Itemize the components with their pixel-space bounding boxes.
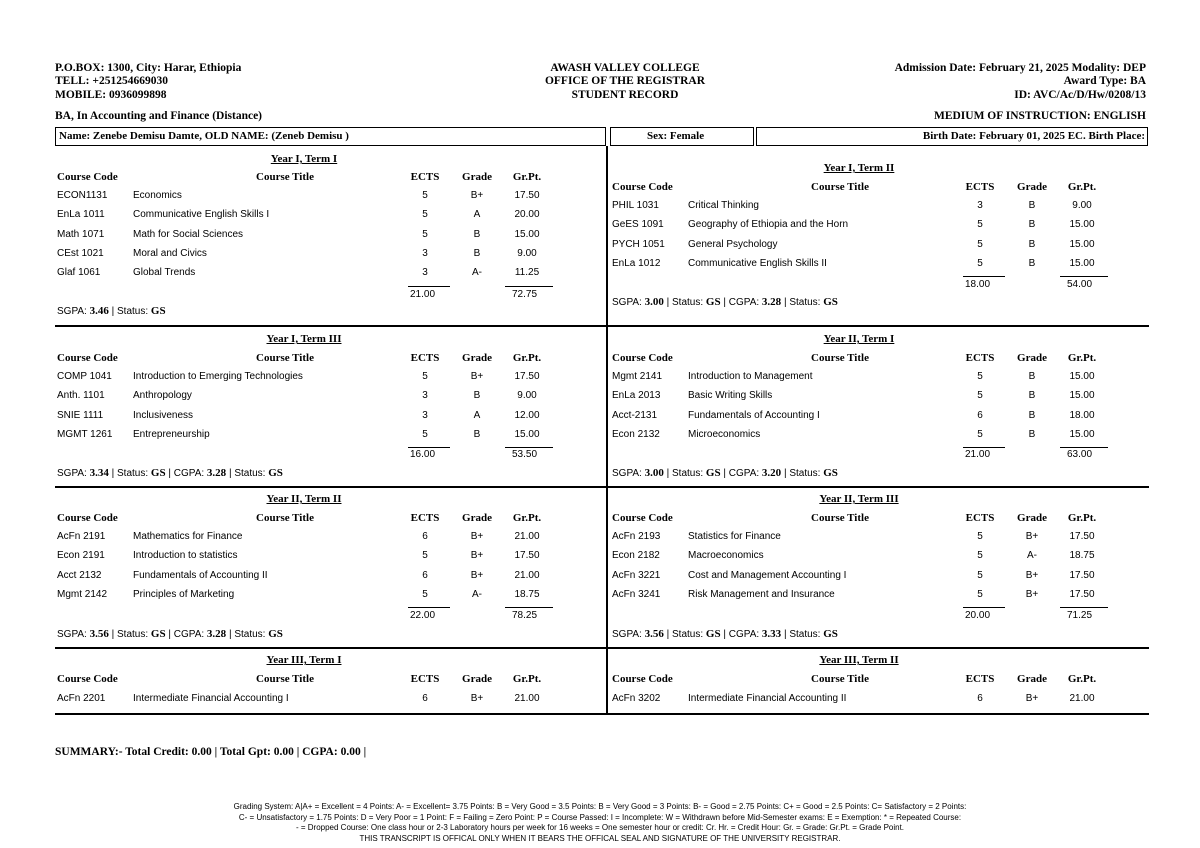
course-code: Econ 2191 [57, 550, 105, 562]
column-header-title: Course Title [256, 171, 314, 183]
term-title: Year I, Term II [823, 162, 895, 174]
course-grade: B [473, 228, 481, 240]
course-ects: 6 [977, 409, 983, 421]
course-title: Intermediate Financial Accounting I [133, 693, 289, 704]
course-title: Entrepreneurship [133, 428, 210, 440]
course-grade-points: 20.00 [514, 209, 540, 221]
course-code: Glaf 1061 [57, 267, 101, 279]
course-ects: 5 [977, 238, 983, 250]
course-code: COMP 1041 [57, 371, 112, 382]
ects-total: 18.00 [965, 279, 991, 290]
ects-total-rule [408, 607, 450, 608]
sgpa-value: 3.00 [644, 467, 664, 479]
course-title: Cost and Management Accounting I [688, 569, 847, 581]
course-title: Fundamentals of Accounting II [133, 569, 268, 581]
course-code: Acct-2131 [612, 409, 658, 421]
course-title: Economics [133, 190, 182, 201]
course-ects: 5 [977, 550, 983, 562]
course-ects: 3 [977, 200, 983, 211]
legend-line: C- = Unsatisfactory = 1.75 Points: D = Very Poor = 1 Point: F = Failing = Zero Point: P = Course Passed: I = Incomplete: W = Withdrawn before Mid-Semester exams: E = Exemption: * = Repeated Course: [238, 812, 962, 822]
column-header-title: Course Title [811, 352, 869, 364]
column-header-grpt: Gr.Pt. [512, 673, 542, 685]
ects-total-rule [408, 447, 450, 448]
column-header-title: Course Title [256, 673, 314, 685]
sgpa-value: 3.56 [644, 628, 664, 640]
grpt-total-rule [505, 286, 553, 287]
sgpa-value: 3.56 [89, 628, 109, 640]
column-header-grade: Grade [1017, 352, 1047, 364]
column-header-ects: ECTS [965, 512, 995, 524]
course-grade-points: 17.50 [1069, 531, 1095, 542]
summary-line: SUMMARY:- Total Credit: 0.00 | Total Gpt: 0.00 | CGPA: 0.00 | [55, 746, 367, 758]
course-grade: B+ [1025, 531, 1039, 542]
course-title: Macroeconomics [688, 550, 764, 562]
course-title: Fundamentals of Accounting I [688, 409, 820, 421]
course-grade: B+ [1025, 693, 1039, 704]
row-divider [55, 325, 1149, 327]
cgpa-status: GS [823, 296, 838, 308]
po-box-line: P.O.BOX: 1300, City: Harar, Ethiopia [55, 62, 242, 74]
course-code: Econ 2182 [612, 550, 660, 562]
term-title: Year III, Term I [266, 654, 342, 666]
course-code: Econ 2132 [612, 428, 660, 440]
course-code: GeES 1091 [612, 219, 664, 231]
column-header-code: Course Code [57, 673, 118, 685]
cgpa-status: GS [823, 628, 838, 640]
ects-total: 21.00 [965, 449, 991, 460]
sgpa-status: GS [705, 467, 721, 479]
course-ects: 5 [422, 209, 428, 221]
course-ects: 5 [977, 390, 983, 402]
course-code: Acct 2132 [57, 569, 102, 581]
ects-total-rule [963, 607, 1005, 608]
legend-line: THIS TRANSCRIPT IS OFFICAL ONLY WHEN IT BEARS THE OFFICAL SEAL AND SIGNATURE OF THE UNIVERSITY REGISTRAR. [359, 833, 841, 843]
grade-points-total: 54.00 [1067, 279, 1093, 290]
course-code: AcFn 2191 [57, 531, 106, 542]
course-grade: B [1028, 238, 1036, 250]
course-grade: B [1028, 409, 1036, 421]
grpt-total-rule [505, 607, 553, 608]
course-ects: 5 [977, 219, 983, 231]
term-title: Year II, Term II [266, 493, 342, 505]
course-grade-points: 17.50 [514, 371, 540, 382]
course-ects: 3 [422, 409, 428, 421]
gpa-status-line: SGPA: 3.00 | Status: GS | CGPA: 3.28 | Status: GS [612, 296, 838, 308]
course-code: PYCH 1051 [612, 238, 665, 250]
course-title: Intermediate Financial Accounting II [688, 693, 847, 704]
course-grade-points: 21.00 [514, 693, 540, 704]
course-code: Anth. 1101 [57, 390, 105, 402]
term-title: Year II, Term III [819, 493, 899, 505]
term-title: Year I, Term I [270, 153, 338, 165]
column-header-code: Course Code [612, 181, 673, 193]
term-title: Year I, Term III [266, 333, 342, 345]
course-grade-points: 15.00 [1069, 219, 1095, 231]
document-title: STUDENT RECORD [571, 88, 679, 101]
column-header-grpt: Gr.Pt. [512, 512, 542, 524]
course-ects: 5 [977, 588, 983, 600]
course-code: Mgmt 2141 [612, 371, 663, 382]
course-code: AcFn 3221 [612, 569, 661, 581]
course-title: Principles of Marketing [133, 588, 235, 600]
student-id-line: ID: AVC/Ac/D/Hw/0208/13 [1014, 88, 1146, 101]
grpt-total-rule [1060, 276, 1108, 277]
course-code: SNIE 1111 [57, 409, 104, 421]
course-grade-points: 17.50 [514, 190, 540, 201]
course-grade-points: 15.00 [1069, 257, 1095, 269]
cgpa-value: 3.33 [761, 628, 782, 640]
column-header-grade: Grade [462, 171, 492, 183]
course-code: Math 1071 [57, 228, 105, 240]
column-header-grade: Grade [462, 512, 492, 524]
course-code: PHIL 1031 [612, 200, 659, 211]
row-divider [55, 486, 1149, 488]
course-grade-points: 9.00 [517, 247, 537, 259]
course-grade-points: 21.00 [514, 531, 540, 542]
course-code: AcFn 3241 [612, 588, 661, 600]
sgpa-status: GS [150, 467, 166, 479]
course-grade-points: 18.75 [1069, 550, 1095, 562]
ects-total-rule [408, 286, 450, 287]
sgpa-status: GS [150, 628, 166, 640]
course-ects: 5 [422, 228, 428, 240]
course-grade: B+ [470, 371, 484, 382]
column-header-code: Course Code [57, 171, 118, 183]
column-header-grade: Grade [462, 352, 492, 364]
column-divider [606, 146, 608, 715]
course-ects: 3 [422, 390, 428, 402]
course-grade-points: 15.00 [514, 428, 540, 440]
course-ects: 5 [422, 550, 428, 562]
admission-date-line: Admission Date: February 21, 2025 Modality: DEP [894, 62, 1146, 74]
grade-points-total: 63.00 [1067, 449, 1093, 460]
sgpa-status: GS [705, 628, 721, 640]
table-bottom-border [55, 713, 1149, 715]
college-address-block [55, 62, 241, 102]
course-code: EnLa 2013 [612, 390, 661, 402]
course-grade: B [1028, 200, 1036, 211]
column-header-ects: ECTS [965, 673, 995, 685]
cgpa-value: 3.28 [761, 296, 782, 308]
sgpa-status: GS [150, 305, 166, 317]
column-header-grpt: Gr.Pt. [1067, 673, 1097, 685]
course-title: Introduction to statistics [133, 550, 238, 562]
column-header-grpt: Gr.Pt. [512, 171, 542, 183]
legend-line: - = Dropped Course: One class hour or 2-3 Laboratory hours per week for 16 weeks = One semester hour or credit: Cr. Hr. = Credit Hour: Gr. = Grade: Gr.Pt. = Grade Point. [295, 823, 905, 833]
sgpa-status: GS [705, 296, 721, 308]
term-title: Year II, Term I [823, 333, 895, 345]
course-title: General Psychology [688, 238, 778, 250]
course-grade: B+ [470, 693, 484, 704]
course-code: MGMT 1261 [57, 428, 113, 440]
course-grade-points: 11.25 [514, 267, 540, 279]
course-grade-points: 12.00 [514, 409, 540, 421]
course-grade-points: 9.00 [517, 390, 537, 402]
column-header-grpt: Gr.Pt. [512, 352, 542, 364]
course-ects: 5 [977, 428, 983, 440]
ects-total: 16.00 [410, 449, 436, 460]
admission-info-block [895, 62, 1146, 102]
ects-total: 20.00 [965, 610, 991, 621]
course-ects: 5 [977, 569, 983, 581]
grade-points-total: 78.25 [512, 610, 538, 621]
column-header-code: Course Code [57, 512, 118, 524]
course-ects: 5 [422, 371, 428, 382]
column-header-title: Course Title [811, 512, 869, 524]
course-ects: 6 [977, 693, 983, 704]
course-grade-points: 15.00 [514, 228, 540, 240]
course-ects: 5 [977, 371, 983, 382]
cgpa-status: GS [823, 467, 838, 479]
course-grade-points: 21.00 [514, 569, 540, 581]
course-ects: 6 [422, 693, 428, 704]
grading-legend [50, 802, 1150, 844]
sgpa-value: 3.34 [89, 467, 109, 479]
course-grade: B [473, 247, 481, 259]
term-title: Year III, Term II [819, 654, 899, 666]
cgpa-value: 3.20 [761, 467, 782, 479]
course-grade: B [1028, 257, 1036, 269]
gpa-status-line: SGPA: 3.46 | Status: GS [57, 305, 166, 317]
course-ects: 5 [977, 257, 983, 269]
column-header-ects: ECTS [410, 352, 440, 364]
course-grade: B [1028, 371, 1036, 382]
course-ects: 6 [422, 569, 428, 581]
grpt-total-rule [505, 447, 553, 448]
course-ects: 5 [977, 531, 983, 542]
mobile-line: MOBILE: 0936099898 [55, 88, 167, 101]
course-grade-points: 15.00 [1069, 428, 1095, 440]
course-grade: B+ [470, 569, 484, 581]
award-type-line: Award Type: BA [1063, 75, 1146, 88]
column-header-code: Course Code [612, 512, 673, 524]
course-grade: B [1028, 219, 1036, 231]
course-grade: B+ [470, 190, 484, 201]
course-code: AcFn 2193 [612, 531, 661, 542]
course-title: Moral and Civics [133, 247, 207, 259]
course-code: ECON1131 [57, 190, 108, 201]
course-title: Risk Management and Insurance [688, 588, 835, 600]
course-ects: 3 [422, 247, 428, 259]
course-ects: 3 [422, 267, 428, 279]
course-grade: B+ [470, 550, 484, 562]
course-grade: A- [1027, 550, 1037, 562]
column-header-ects: ECTS [410, 673, 440, 685]
course-code: Mgmt 2142 [57, 588, 108, 600]
ects-total-rule [963, 276, 1005, 277]
course-grade-points: 15.00 [1069, 371, 1095, 382]
cgpa-status: GS [268, 628, 283, 640]
telephone-line: TELL: +251254669030 [55, 75, 168, 88]
course-grade: B+ [1025, 588, 1039, 600]
grade-points-total: 53.50 [512, 449, 538, 460]
column-header-ects: ECTS [410, 512, 440, 524]
column-header-grade: Grade [462, 673, 492, 685]
column-header-grpt: Gr.Pt. [1067, 181, 1097, 193]
column-header-code: Course Code [612, 352, 673, 364]
grpt-total-rule [1060, 447, 1108, 448]
gpa-status-line: SGPA: 3.34 | Status: GS | CGPA: 3.28 | Status: GS [57, 467, 283, 479]
course-grade-points: 18.00 [1069, 409, 1095, 421]
cgpa-status: GS [268, 467, 283, 479]
column-header-ects: ECTS [965, 181, 995, 193]
column-header-title: Course Title [256, 352, 314, 364]
course-title: Statistics for Finance [688, 531, 781, 542]
course-ects: 5 [422, 588, 428, 600]
college-name: AWASH VALLEY COLLEGE [550, 62, 700, 74]
course-grade: B [473, 428, 481, 440]
row-divider [55, 647, 1149, 649]
sgpa-value: 3.00 [644, 296, 664, 308]
program-name: BA, In Accounting and Finance (Distance) [55, 110, 263, 122]
course-title: Microeconomics [688, 428, 761, 440]
course-code: AcFn 3202 [612, 693, 661, 704]
course-code: AcFn 2201 [57, 693, 106, 704]
course-ects: 5 [422, 428, 428, 440]
column-header-title: Course Title [256, 512, 314, 524]
ects-total: 22.00 [410, 610, 436, 621]
course-grade: B+ [470, 531, 484, 542]
course-grade: A- [472, 588, 482, 600]
course-grade-points: 17.50 [1069, 588, 1095, 600]
gpa-status-line: SGPA: 3.56 | Status: GS | CGPA: 3.33 | Status: GS [612, 628, 838, 640]
registrar-office: OFFICE OF THE REGISTRAR [544, 75, 706, 88]
gpa-status-line: SGPA: 3.56 | Status: GS | CGPA: 3.28 | Status: GS [57, 628, 283, 640]
grade-points-total: 72.75 [512, 289, 538, 300]
student-sex-box: Sex: Female [610, 127, 754, 146]
grpt-total-rule [1060, 607, 1108, 608]
course-title: Communicative English Skills II [688, 257, 827, 269]
course-title: Introduction to Emerging Technologies [133, 371, 303, 382]
course-grade: A- [472, 267, 482, 279]
ects-total-rule [963, 447, 1005, 448]
column-header-grade: Grade [1017, 181, 1047, 193]
course-grade: A [473, 209, 481, 221]
student-name-box: Name: Zenebe Demisu Damte, OLD NAME: (Zeneb Demisu ) [55, 127, 606, 146]
course-grade-points: 21.00 [1069, 693, 1095, 704]
course-grade-points: 15.00 [1069, 238, 1095, 250]
medium-of-instruction: MEDIUM OF INSTRUCTION: ENGLISH [933, 110, 1146, 122]
cgpa-value: 3.28 [206, 628, 227, 640]
course-grade: B+ [1025, 569, 1039, 581]
course-grade: B [1028, 428, 1036, 440]
course-title: Inclusiveness [133, 409, 194, 421]
course-ects: 6 [422, 531, 428, 542]
course-grade: B [473, 390, 481, 402]
course-grade-points: 9.00 [1072, 200, 1092, 211]
course-grade: A [473, 409, 481, 421]
column-header-ects: ECTS [965, 352, 995, 364]
course-grade-points: 18.75 [514, 588, 540, 600]
grade-points-total: 71.25 [1067, 610, 1093, 621]
legend-line: Grading System: A|A+ = Excellent = 4 Points: A- = Excellent= 3.75 Points: B = Very Good = 3.5 Points: B = Very Good = 3 Points: B- = Good = 2.75 Points: C+ = Good = 2.5 Points: C= Satisfactory = 2 Points: [233, 802, 967, 811]
course-code: CEst 1021 [57, 247, 104, 259]
course-title: Geography of Ethiopia and the Horn [688, 219, 849, 231]
course-grade-points: 15.00 [1069, 390, 1095, 402]
course-grade-points: 17.50 [514, 550, 540, 562]
course-title: Math for Social Sciences [133, 228, 244, 240]
course-ects: 5 [422, 190, 428, 201]
course-title: Anthropology [133, 390, 192, 402]
column-header-grade: Grade [1017, 512, 1047, 524]
ects-total: 21.00 [410, 289, 436, 300]
column-header-grpt: Gr.Pt. [1067, 512, 1097, 524]
student-birth-box: Birth Date: February 01, 2025 EC. Birth Place: [756, 127, 1148, 146]
column-header-title: Course Title [811, 673, 869, 685]
column-header-code: Course Code [57, 352, 118, 364]
course-title: Introduction to Management [688, 371, 813, 382]
column-header-grade: Grade [1017, 673, 1047, 685]
course-title: Communicative English Skills I [133, 209, 270, 221]
gpa-status-line: SGPA: 3.00 | Status: GS | CGPA: 3.20 | Status: GS [612, 467, 838, 479]
column-header-ects: ECTS [410, 171, 440, 183]
course-title: Global Trends [133, 267, 196, 279]
course-grade: B [1028, 390, 1036, 402]
college-title-block [500, 62, 750, 102]
sgpa-value: 3.46 [89, 305, 109, 317]
cgpa-value: 3.28 [206, 467, 227, 479]
course-title: Basic Writing Skills [688, 390, 773, 402]
column-header-title: Course Title [811, 181, 869, 193]
column-header-grpt: Gr.Pt. [1067, 352, 1097, 364]
column-header-code: Course Code [612, 673, 673, 685]
course-grade-points: 17.50 [1069, 569, 1095, 581]
course-code: EnLa 1011 [57, 209, 105, 221]
course-code: EnLa 1012 [612, 257, 661, 269]
course-title: Mathematics for Finance [133, 531, 243, 542]
course-title: Critical Thinking [688, 200, 759, 211]
